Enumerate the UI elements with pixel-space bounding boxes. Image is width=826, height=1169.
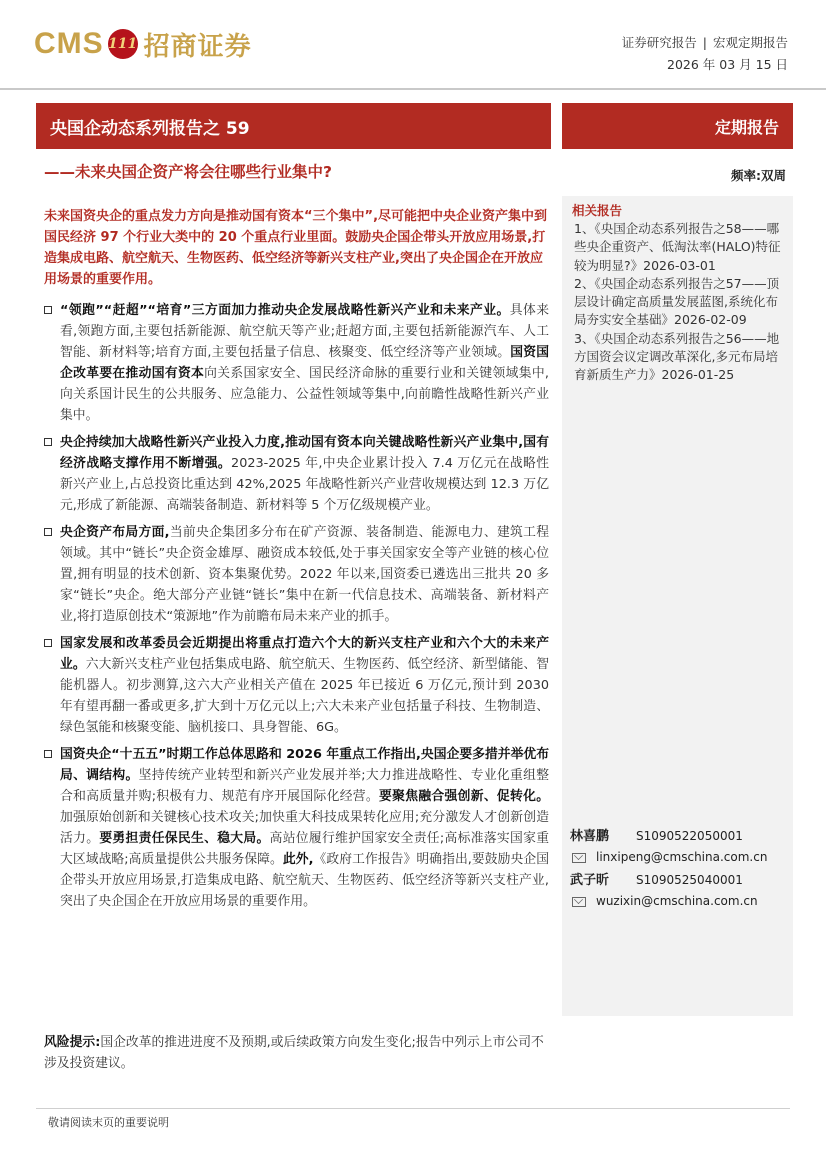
analyst-name: 林喜鹏 bbox=[570, 829, 610, 844]
bullet-text bbox=[60, 747, 549, 909]
logo-mark-icon bbox=[108, 29, 138, 59]
header-divider bbox=[0, 88, 826, 90]
report-subtitle: ——未来央国企资产将会往哪些行业集中? bbox=[44, 163, 332, 181]
bullet-bold-text: 国资央企“十五五”时期工作总体思路和 2026 年重点工作指出,央国企要多措并举优布局、调结构。 bbox=[60, 747, 549, 783]
bullet-bold-text: 要勇担责任保民生、稳大局。 bbox=[99, 831, 270, 846]
sidebar bbox=[562, 196, 793, 1016]
title-banner bbox=[36, 103, 551, 149]
bullet-body-text: 向关系国家安全、国民经济命脉的重要行业和关键领域集中,向关系国计民生的公共服务、应急能力、公益性领域等集中,向前瞻性战略性新兴产业集中。 bbox=[60, 366, 549, 423]
analyst-email[interactable]: linxipeng@cmschina.com.cn bbox=[596, 850, 768, 864]
bullet-bold-text: 要聚焦融合强创新、促转化。 bbox=[379, 789, 550, 804]
related-report-item[interactable]: 3、《央国企动态系列报告之56——地方国资会议定调改革深化,多元布局培育新质生产力》2026-01-25 bbox=[574, 330, 780, 383]
risk-label: 风险提示: bbox=[44, 1035, 101, 1050]
bullet-square-icon bbox=[44, 306, 52, 314]
bullet-square-icon bbox=[44, 438, 52, 446]
bullet-bold-text: 央企持续加大战略性新兴产业投入力度,推动国有资本向关键战略性新兴产业集中,国有经济战略支撑作用不断增强。 bbox=[60, 435, 549, 471]
bullet-bold-text: 此外, bbox=[282, 852, 314, 867]
report-tag: 定期报告 bbox=[714, 117, 779, 137]
report-type: 证券研究报告 bbox=[621, 35, 697, 50]
bullet-text bbox=[60, 303, 549, 423]
footer-divider bbox=[36, 1108, 790, 1109]
bullet-bold-text: “领跑”“赶超”“培育”三方面加力推动央企发展战略性新兴产业和未来产业。 bbox=[60, 303, 510, 318]
bullet-bold-text: 央企资产布局方面, bbox=[60, 525, 170, 540]
bullet-item bbox=[44, 633, 549, 738]
logo-company-name: 招商证券 bbox=[143, 31, 252, 62]
bullet-item bbox=[44, 522, 549, 627]
logo-cms-text: CMS bbox=[34, 27, 104, 60]
bullet-body-text: 高站位履行维护国家安全责任;高标准落实国家重大区域战略;高质量提供公共服务保障。 bbox=[60, 831, 550, 867]
bullet-text bbox=[60, 435, 549, 513]
bullet-body-text: 2023-2025 年,中央企业累计投入 7.4 万亿元在战略性新兴产业上,占总投资比重达到 42%,2025 年战略性新兴产业营收规模达到 12.3 万亿元,形成了新能源、高端装备制造、新材料等 5 个万亿级规模产业。 bbox=[60, 456, 550, 513]
email-icon bbox=[572, 853, 586, 863]
footer-note: 敬请阅读末页的重要说明 bbox=[48, 1116, 169, 1129]
bullet-item bbox=[44, 300, 549, 426]
meta-separator: | bbox=[702, 35, 707, 50]
analyst-card bbox=[570, 870, 790, 912]
risk-warning bbox=[44, 1032, 549, 1074]
company-logo bbox=[34, 24, 252, 64]
related-reports-list bbox=[574, 220, 786, 385]
bullet-item bbox=[44, 744, 549, 912]
risk-text: 国企改革的推进进度不及预期,或后续政策方向发生变化;报告中列示上市公司不涉及投资建议。 bbox=[44, 1035, 544, 1071]
analyst-name: 武子昕 bbox=[570, 873, 610, 888]
bullet-body-text: 加强原始创新和关键核心技术攻关;加快重大科技成果转化应用;充分激发人才创新创造活力。 bbox=[60, 810, 549, 846]
related-report-item[interactable]: 2、《央国企动态系列报告之57——顶层设计确定高质量发展蓝图,系统化布局夯实安全基础》2026-02-09 bbox=[574, 275, 780, 328]
analyst-license: S1090522050001 bbox=[636, 829, 743, 843]
bullet-body-text: 《政府工作报告》明确指出,要鼓励央企国企带头开放应用场景,打造集成电路、航空航天、生物医药、低空经济等新兴支柱产业,突出了央企国企在开放应用场景的重要作用。 bbox=[60, 852, 549, 909]
bullet-bold-text: 国资国企改革要在推动国有资本 bbox=[60, 345, 549, 381]
report-title: 央国企动态系列报告之 59 bbox=[50, 118, 250, 139]
bullet-item bbox=[44, 432, 549, 516]
bullet-square-icon bbox=[44, 528, 52, 536]
analyst-license: S1090525040001 bbox=[636, 873, 743, 887]
related-report-item[interactable]: 1、《央国企动态系列报告之58——哪些央企重资产、低淘汰率(HALO)特征较为明显?》2026-03-01 bbox=[574, 221, 781, 273]
analyst-card bbox=[570, 826, 790, 868]
bullet-list bbox=[44, 300, 549, 918]
report-date: 2026 年 03 月 15 日 bbox=[667, 57, 788, 72]
summary-paragraph: 未来国资央企的重点发力方向是推动国有资本“三个集中”,尽可能把中央企业资产集中到国民经济 97 个行业大类中的 20 个重点行业里面。鼓励央企国企带头开放应用场景,打造集成电路、航空航天、生物医药、低空经济等新兴支柱产业,突出了央企国企在开放应用场景的重要作用。 bbox=[44, 209, 548, 287]
bullet-body-text: 具体来看,领跑方面,主要包括新能源、航空航天等产业;赶超方面,主要包括新能源汽车、人工智能、新材料等;培育方面,主要包括量子信息、核聚变、低空经济等产业领域。 bbox=[60, 303, 549, 360]
related-reports-title: 相关报告 bbox=[572, 203, 623, 218]
report-frequency: 频率:双周 bbox=[731, 168, 786, 183]
tag-banner bbox=[562, 103, 793, 149]
logo-mark-text: 111 bbox=[108, 36, 138, 52]
analyst-email[interactable]: wuzixin@cmschina.com.cn bbox=[596, 894, 758, 908]
bullet-body-text: 六大新兴支柱产业包括集成电路、航空航天、生物医药、低空经济、新型储能、智能机器人。初步测算,这六大产业相关产值在 2025 年已接近 6 万亿元,预计到 2030 年有望再翻一番或更多,扩大到十万亿元以上;六大未来产业包括量子科技、生物制造、绿色氢能和核聚变能、脑机接口、具身智能、6G。 bbox=[60, 657, 550, 735]
bullet-square-icon bbox=[44, 639, 52, 647]
report-category: 宏观定期报告 bbox=[712, 35, 788, 50]
bullet-bold-text: 国家发展和改革委员会近期提出将重点打造六个大的新兴支柱产业和六个大的未来产业。 bbox=[60, 636, 549, 672]
bullet-body-text: 坚持传统产业转型和新兴产业发展并举;大力推进战略性、专业化重组整合和高质量并购;积极有力、规范有序开展国际化经营。 bbox=[60, 768, 550, 804]
email-icon bbox=[572, 897, 586, 907]
bullet-square-icon bbox=[44, 750, 52, 758]
bullet-text bbox=[60, 636, 549, 735]
bullet-text bbox=[60, 525, 549, 624]
bullet-body-text: 当前央企集团多分布在矿产资源、装备制造、能源电力、建筑工程领域。其中“链长”央企资金雄厚、融资成本较低,处于事关国家安全等产业链的核心位置,拥有明显的技术创新、资本集聚优势。2022 年以来,国资委已遴选出三批共 20 多家“链长”央企。绝大部分产业链“链长”集中在新一代信息技术、高端装备、新材料产业,将打造原创技术“策源地”作为前瞻布局未来产业的抓手。 bbox=[60, 525, 549, 624]
report-meta bbox=[622, 32, 788, 76]
